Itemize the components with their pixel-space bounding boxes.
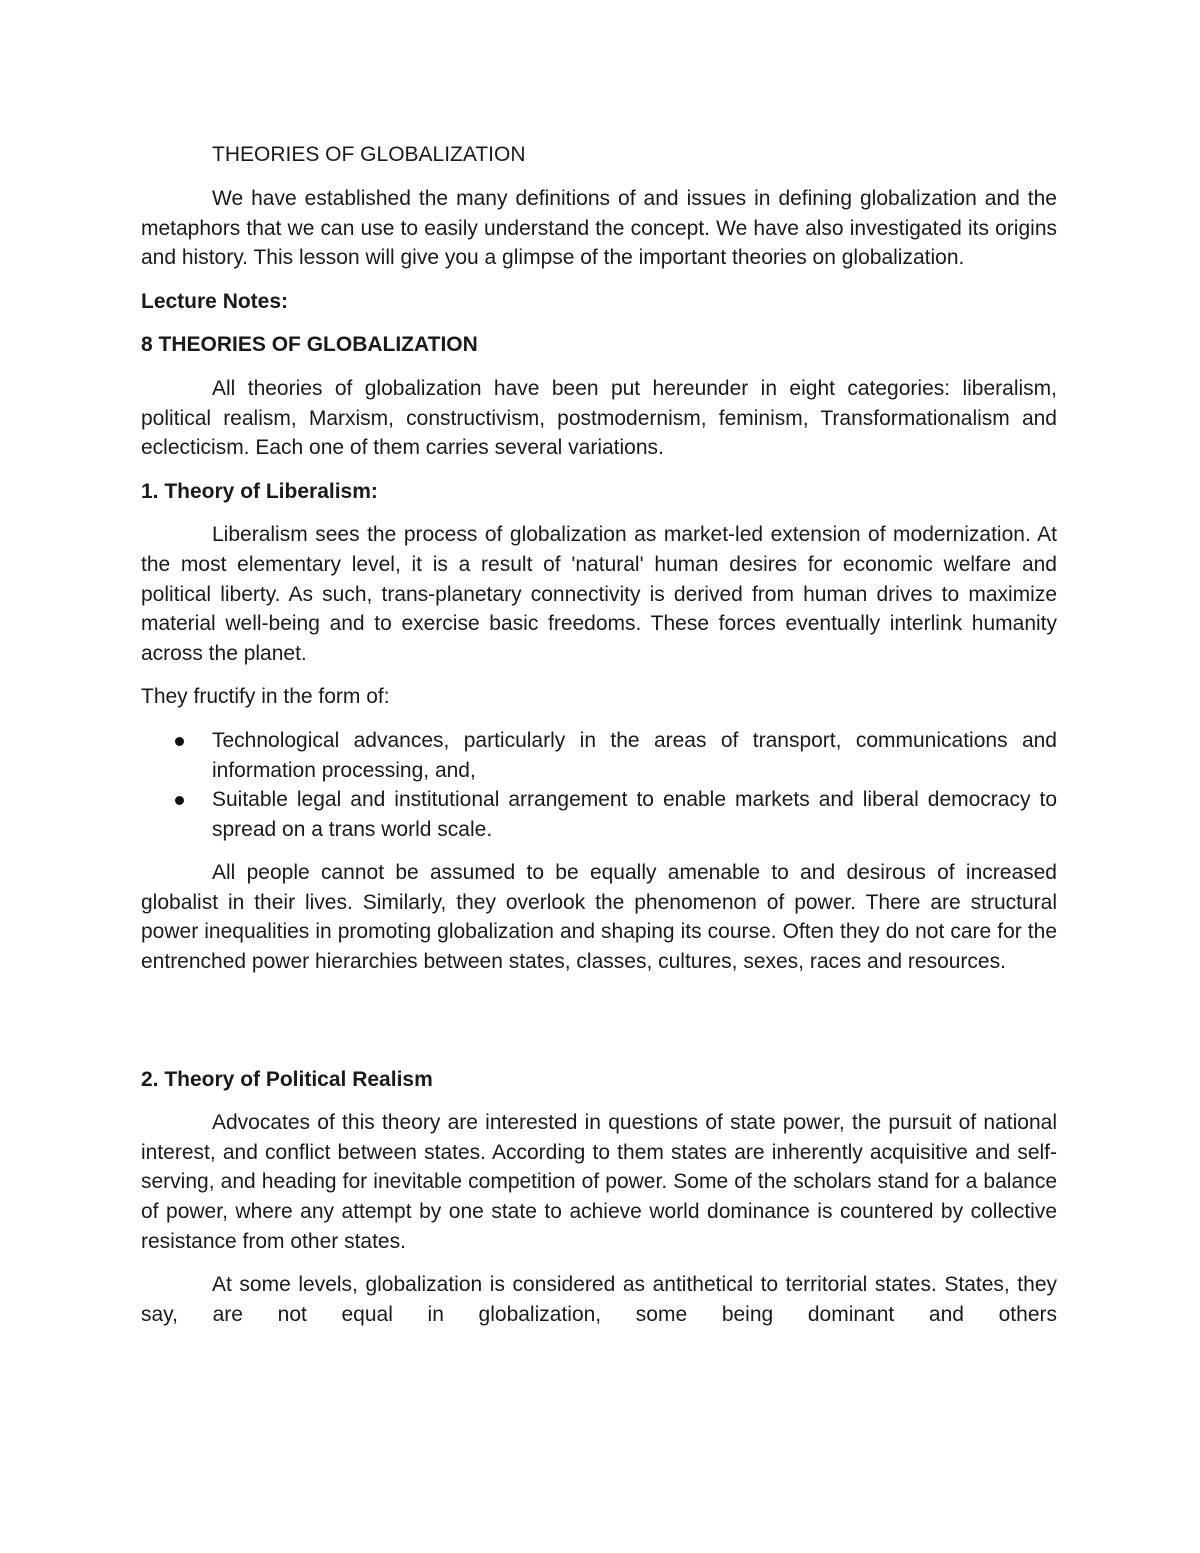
- realism-paragraph-1: Advocates of this theory are interested in questions of state power, the pursuit of national interest, and conflict between states. According to them states are inherently acquisitive and self-serving, and heading for inevitable competition of power. Some of the scholars stand for a balance of power, where any attempt by one state to achieve world dominance is countered by collective resistance from other states.: [141, 1111, 1057, 1253]
- liberalism-bullet-list: [141, 726, 1057, 844]
- bullet-text: Suitable legal and institutional arrangement to enable markets and liberal democracy to spread on a trans world scale.: [212, 788, 1057, 841]
- document-page: [141, 138, 1057, 1343]
- eight-theories-paragraph: All theories of globalization have been put hereunder in eight categories: liberalism, political realism, Marxism, constructivism, postmodernism, feminism, Transformationalism and eclecticism. Each one of them carries several variations.: [141, 376, 1057, 460]
- document-title: THEORIES OF GLOBALIZATION: [212, 143, 526, 166]
- lecture-notes-heading: Lecture Notes:: [141, 289, 289, 313]
- bullet-icon: [175, 737, 184, 746]
- realism-paragraph-2: At some levels, globalization is considered as antithetical to territorial states. States, they say, are not equal in globalization, some being dominant and others: [141, 1273, 1057, 1326]
- fructify-line: They fructify in the form of:: [141, 685, 390, 709]
- bullet-text: Technological advances, particularly in the areas of transport, communications and information processing, and,: [212, 728, 1057, 782]
- list-item: [141, 785, 1057, 844]
- section-2-heading: 2. Theory of Political Realism: [141, 1067, 433, 1091]
- list-item: [141, 726, 1057, 785]
- bullet-icon: [175, 796, 184, 805]
- liberalism-paragraph-1: Liberalism sees the process of globalization as market-led extension of modernization. At the most elementary level, it is a result of 'natural' human desires for economic welfare and political liberty. As such, trans-planetary connectivity is derived from human drives to maximize material well-being and to exercise basic freedoms. These forces eventually interlink humanity across the planet.: [141, 523, 1057, 665]
- liberalism-paragraph-2: All people cannot be assumed to be equally amenable to and desirous of increased globalist in their lives. Similarly, they overlook the phenomenon of power. There are structural power inequalities in promoting globalization and shaping its course. Often they do not care for the entrenched power hierarchies between states, classes, cultures, sexes, races and resources.: [141, 861, 1057, 974]
- intro-paragraph: We have established the many definitions of and issues in defining globalization and the metaphors that we can use to easily understand the concept. We have also investigated its origins and history. This lesson will give you a glimpse of the important theories on globalization.: [141, 187, 1057, 270]
- section-1-heading: 1. Theory of Liberalism:: [141, 479, 378, 503]
- eight-theories-heading: 8 THEORIES OF GLOBALIZATION: [141, 333, 478, 357]
- section-spacer: [141, 991, 1057, 1065]
